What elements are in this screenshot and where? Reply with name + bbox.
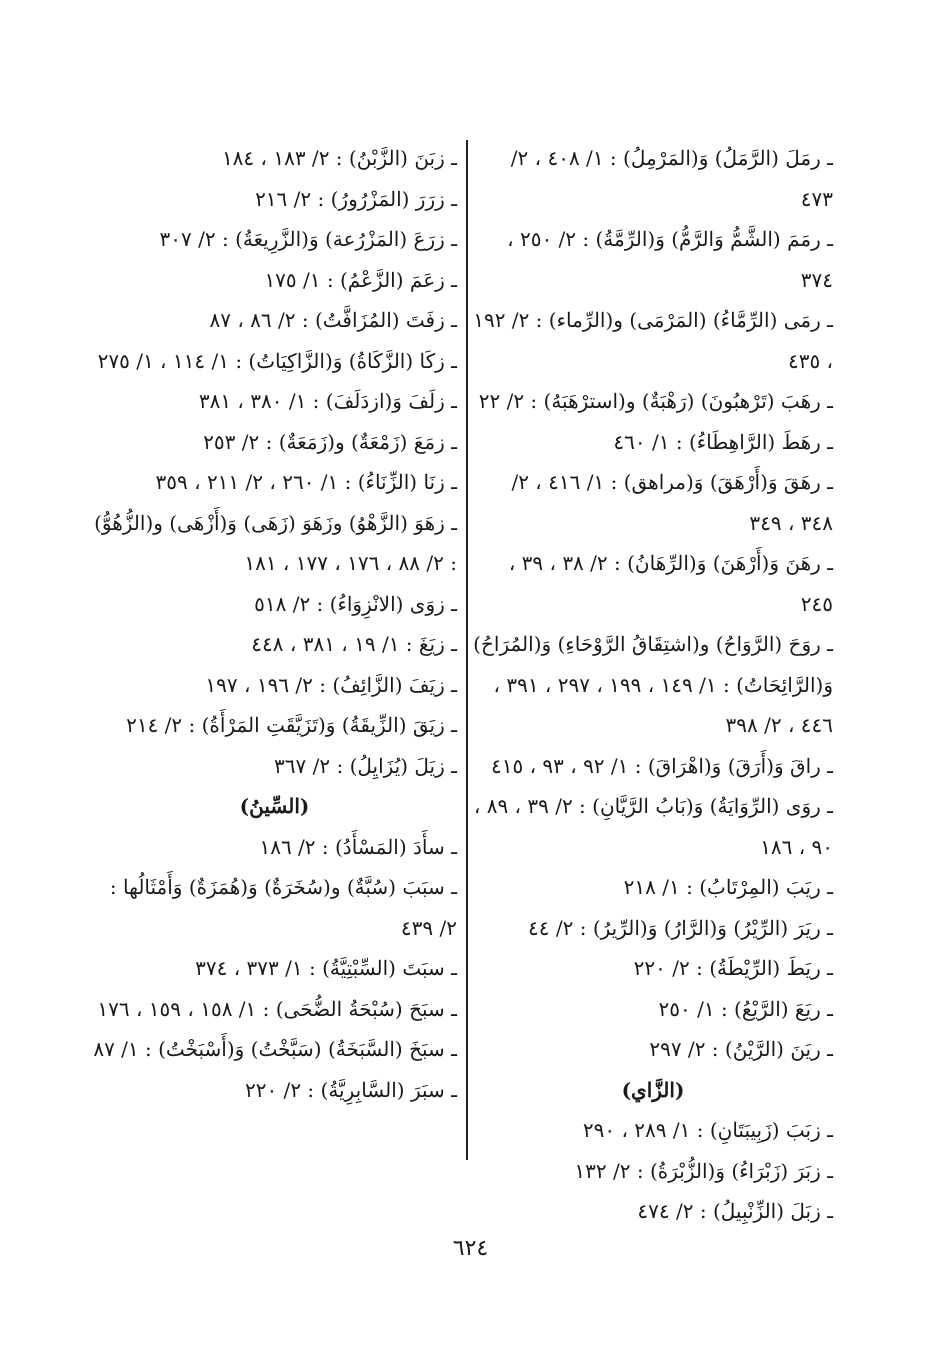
column-divider	[466, 140, 468, 1160]
page-number: ٦٢٤	[452, 1236, 489, 1261]
index-entry: ـ زوَى (الانْزِوَاءُ) : ٢/ ٥١٨	[254, 591, 457, 616]
index-entry: ـ زرَعَ (المَزْرُعة) وَ(الزَّرِيعَةُ) : ٢/ ٣٠٧	[159, 227, 457, 251]
index-entry: ـ ريَعَ (الرَّيْعُ) : ١/ ٢٥٠	[658, 996, 833, 1021]
index-entry: ـ رمَى (الرِّمَّاءُ) (المَرْمَى) و(الرِّماء) : ٢/ ١٩٢ ، ٤٣٥	[473, 308, 833, 373]
index-entry: ـ زبَنَ (الزَّبْنُ) : ٢/ ١٨٣ ، ١٨٤	[221, 146, 457, 170]
index-entry: ـ زيَقَ (الزِّيقَةُ) وَ(تَزَيَّقَتِ المَرْأَةُ) : ٢/ ٢١٤	[126, 713, 457, 737]
index-entry: ـ زبَلَ (الزِّنْبِيلُ) : ٢/ ٤٧٤	[637, 1199, 833, 1223]
index-entry: ـ راقَ وَ(أَرَقَ) وَ(اهْرَاقَ) : ١/ ٩٢ ، ٩٣ ، ٤١٥	[491, 753, 833, 778]
index-entry: ـ ريَرَ (الرِّيْرُ) وَ(الرَّارُ) وَ(الرِّيرُ) : ٢/ ٤٤	[528, 915, 833, 940]
index-entry: ـ زفَتَ (المُزَافَّتُ) : ٢/ ٨٦ ، ٨٧	[209, 308, 457, 332]
index-entry: ـ سبَخَ (السَّبَخَةُ) (سَبَّخْتُ) وَ(أَسْبَخْتُ) : ١/ ٨٧	[93, 1037, 457, 1061]
index-entry: ـ سبَحَ (سُبْحَةُ الضُّحَى) : ١/ ١٥٨ ، ١٥٩ ، ١٧٦	[97, 996, 457, 1021]
index-entry: ـ روَحَ (الرَّوَاحُ) و(اشتِقَاقُ الرَّوْحَاءِ) وَ(المُرَاحُ) وَ(الرَّائِحَاتُ) : ١/ ١٤٩ ، ١٩٩ ، ٢٩٧ ، ٣٩١ ، ٤٤٦ ، ٢/ ٣٩٨	[473, 632, 833, 737]
index-entry: ـ زمَعَ (زَمْعَةٌ) و(زَمَعَةٌ) : ٢/ ٢٥٣	[203, 429, 457, 454]
index-entry: ـ ريَطَ (الرِّيْطَةُ) : ٢/ ٢٢٠	[633, 956, 833, 980]
index-entry: ـ سبَتَ (السِّبْتِيَّةُ) : ١/ ٣٧٣ ، ٣٧٤	[195, 956, 457, 980]
index-entry: ـ ريَبَ (المِرْتَابُ) : ١/ ٢١٨	[623, 875, 833, 899]
index-entry: ـ سبَبَ (سُبَّةٌ) و(سُخَرَةٌ) وَ(هُمَزَةٌ) وَأَمْثَالُها : ٢/ ٤٣٩	[109, 875, 457, 940]
index-entry: ـ رهَطَ (الرَّاهِطَاءُ) : ١/ ٤٦٠	[613, 429, 833, 454]
index-entry: ـ ريَنَ (الرَّيْنُ) : ٢/ ٢٩٧	[649, 1037, 833, 1061]
index-entry: ـ رمَلَ (الرَّمَلُ) وَ(المَرْمِلُ) : ١/ ٤٠٨ ، ٢/ ٤٧٣	[510, 146, 833, 211]
index-column-left	[92, 138, 457, 1110]
index-entry: ـ رهَنَ وَ(أَرْهَنَ) وَ(الرِّهَانُ) : ٢/ ٣٨ ، ٣٩ ، ٢٤٥	[508, 551, 833, 616]
index-entry: ـ سأَدَ (المَسْأَدُ) : ٢/ ١٨٦	[259, 834, 457, 859]
index-entry: ـ زعَمَ (الزَّعْمُ) : ١/ ١٧٥	[264, 267, 457, 292]
index-entry: ـ زبَبَ (زَبِيبَتَانِ) : ١/ ٢٨٩ ، ٢٩٠	[582, 1118, 833, 1142]
section-heading-zay: (الزَّاي)	[621, 1077, 685, 1102]
index-entry: ـ زلَفَ وَ(ازدَلَفَ) : ١/ ٣٨٠ ، ٣٨١	[198, 389, 457, 413]
index-entry: ـ سبَرَ (السَّابِرِيَّةُ) : ٢/ ٢٢٠	[244, 1077, 457, 1102]
index-column-right	[473, 138, 833, 1232]
index-entry: ـ زيَغَ : ١/ ١٩ ، ٣٨١ ، ٤٤٨	[251, 632, 457, 656]
index-entry: ـ زيَفَ (الزَّائِفُ) : ٢/ ١٩٦ ، ١٩٧	[205, 672, 457, 697]
index-entry: ـ زيَلَ (يُزَايِلُ) : ٢/ ٣٦٧	[274, 753, 457, 778]
index-entry: ـ زبَرَ (زَبْرَاءُ) وَ(الزُّبْرَةُ) : ٢/ ١٣٢	[574, 1158, 833, 1183]
section-heading-sin: (السِّينُ)	[239, 794, 310, 818]
index-entry: ـ رهَقَ وَ(أَرْهَقَ) وَ(مراهق) : ١/ ٤١٦ ، ٢/ ٣٤٨ ، ٣٤٩	[511, 470, 833, 535]
index-entry: ـ زهَوَ (الزَّهْوُ) وزَهَوَ (زَهَى) وَ(أَزْهَى) و(الزُّهُوُّ) : ٢/ ٨٨ ، ١٧٦ ، ١٧٧ ، ١٨١	[94, 510, 457, 575]
index-entry: ـ زكَا (الزَّكَاةُ) وَ(الزَّاكِيَاتُ) : ١/ ١١٤ ، ١/ ٢٧٥	[97, 348, 457, 373]
index-entry: ـ رهَبَ (تَرْهبُونَ) (رَهْبَةٌ) و(استرْهَبَهُ) : ٢/ ٢٢	[478, 389, 833, 413]
index-entry: ـ زنَا (الزِّنَاءُ) : ١/ ٢٦٠ ، ٢/ ٢١١ ، ٣٥٩	[155, 470, 457, 494]
index-entry: ـ زرَرَ (المَزْرُورُ) : ٢/ ٢١٦	[255, 186, 457, 211]
index-entry: ـ روَى (الرِّوَايَةُ) وَ(بَابُ الرَّيَّانِ) : ٢/ ٣٩ ، ٨٩ ، ٩٠ ، ١٨٦	[473, 794, 833, 859]
index-entry: ـ رمَمَ (الشَّمُّ وَالرَّمُّ) وَ(الرِّمَّةُ) : ٢/ ٢٥٠ ، ٣٧٤	[507, 227, 833, 292]
